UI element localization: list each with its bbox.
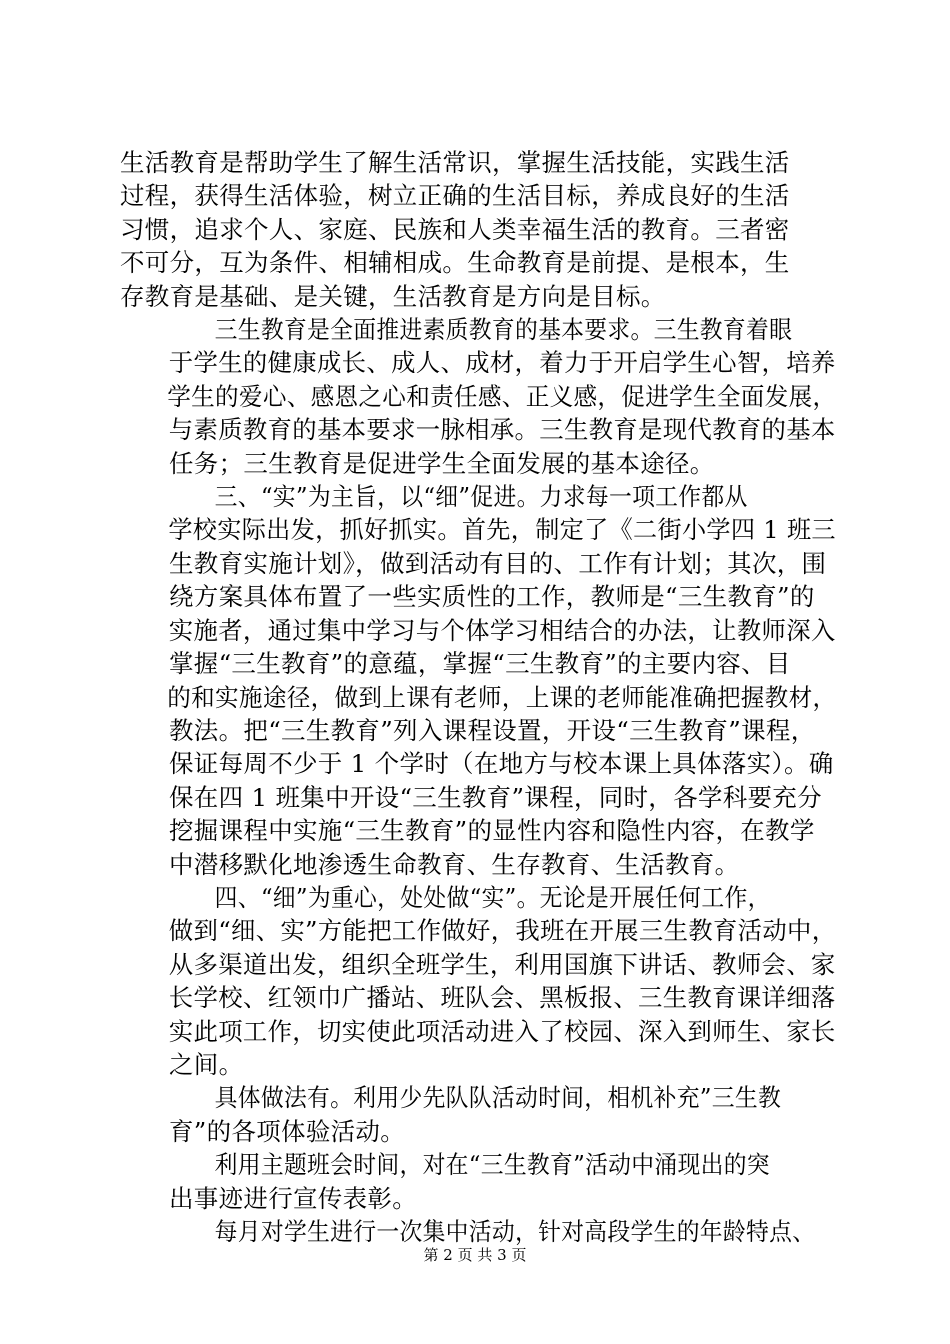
- text-line: 教法。把“三生教育”列入课程设置，开设“三生教育”课程，: [169, 715, 816, 745]
- text-line: 学校实际出发，抓好抓实。首先，制定了《二街小学四 1 班三: [168, 515, 836, 545]
- text-line: 保在四 1 班集中开设“三生教育”课程，同时，各学科要充分: [169, 782, 822, 812]
- text-line: 三、“实”为主旨，以“细”促进。力求每一项工作都从: [214, 482, 748, 512]
- paragraph-5: [120, 1081, 836, 1148]
- text-line: 实施者，通过集中学习与个体学习相结合的办法，让教师深入: [168, 615, 836, 645]
- paragraph-2: [120, 313, 836, 480]
- text-line: 生教育实施计划》，做到活动有目的、工作有计划；其次，围: [169, 548, 827, 578]
- text-line: 学生的爱心、感恩之心和责任感、正义感，促进学生全面发展，: [167, 381, 837, 411]
- page-footer: [0, 1245, 950, 1265]
- text-line: 与素质教育的基本要求一脉相承。三生教育是现代教育的基本: [168, 415, 836, 445]
- text-line: 绕方案具体布置了一些实质性的工作，教师是“三生教育”的: [169, 582, 815, 612]
- text-line: 出事迹进行宣传表彰。: [169, 1183, 417, 1213]
- paragraph-3: [120, 480, 836, 881]
- text-line: 挖掘课程中实施“三生教育”的显性内容和隐性内容，在教学: [169, 816, 815, 846]
- text-line: 不可分，互为条件、相辅相成。生命教育是前提、是根本，生: [120, 248, 790, 278]
- text-line: 做到“细、实”方能把工作做好，我班在开展三生教育活动中，: [168, 916, 837, 946]
- text-line: 任务；三生教育是促进学生全面发展的基本途径。: [169, 448, 715, 478]
- text-line: 利用主题班会时间，对在“三生教育”活动中涌现出的突: [214, 1150, 770, 1180]
- text-line: 于学生的健康成长、成人、成材，着力于开启学生心智，培养: [168, 348, 836, 378]
- text-line: 习惯，追求个人、家庭、民族和人类幸福生活的教育。三者密: [120, 214, 790, 244]
- text-line: 保证每周不少于 1 个学时（在地方与校本课上具体落实）。确: [169, 749, 834, 779]
- text-line: 的和实施途径，做到上课有老师，上课的老师能准确把握教材，: [167, 682, 837, 712]
- text-line: 从多渠道出发，组织全班学生，利用国旗下讲话、教师会、家: [168, 949, 836, 979]
- paragraph-1: [120, 146, 836, 313]
- document-body: [120, 146, 836, 1248]
- text-line: 过程，获得生活体验，树立正确的生活目标，养成良好的生活: [120, 181, 790, 211]
- text-line: 实此项工作，切实使此项活动进入了校园、深入到师生、家长: [168, 1016, 836, 1046]
- paragraph-6: [120, 1148, 836, 1215]
- text-line: 育”的各项体验活动。: [169, 1116, 406, 1146]
- text-line: 掌握“三生教育”的意蕴，掌握“三生教育”的主要内容、目: [169, 649, 791, 679]
- text-line: 每月对学生进行一次集中活动，针对高段学生的年龄特点、: [214, 1217, 816, 1246]
- text-line: 长学校、红领巾广播站、班队会、黑板报、三生教育课详细落: [168, 983, 836, 1013]
- text-line: 存教育是基础、是关键，生活教育是方向是目标。: [120, 281, 666, 311]
- text-line: 具体做法有。利用少先队队活动时间，相机补充”三生教: [214, 1083, 782, 1113]
- text-line: 生活教育是帮助学生了解生活常识，掌握生活技能，实践生活: [120, 148, 790, 177]
- text-line: 中潜移默化地渗透生命教育、生存教育、生活教育。: [169, 849, 740, 879]
- paragraph-4: [120, 881, 836, 1081]
- text-line: 之间。: [169, 1049, 244, 1079]
- paragraph-7: [120, 1215, 836, 1248]
- text-line: 四、“细”为重心，处处做“实”。无论是开展任何工作，: [214, 882, 771, 912]
- text-line: 三生教育是全面推进素质教育的基本要求。三生教育着眼: [214, 315, 793, 345]
- page-number: 第 2 页 共 3 页: [423, 1246, 527, 1264]
